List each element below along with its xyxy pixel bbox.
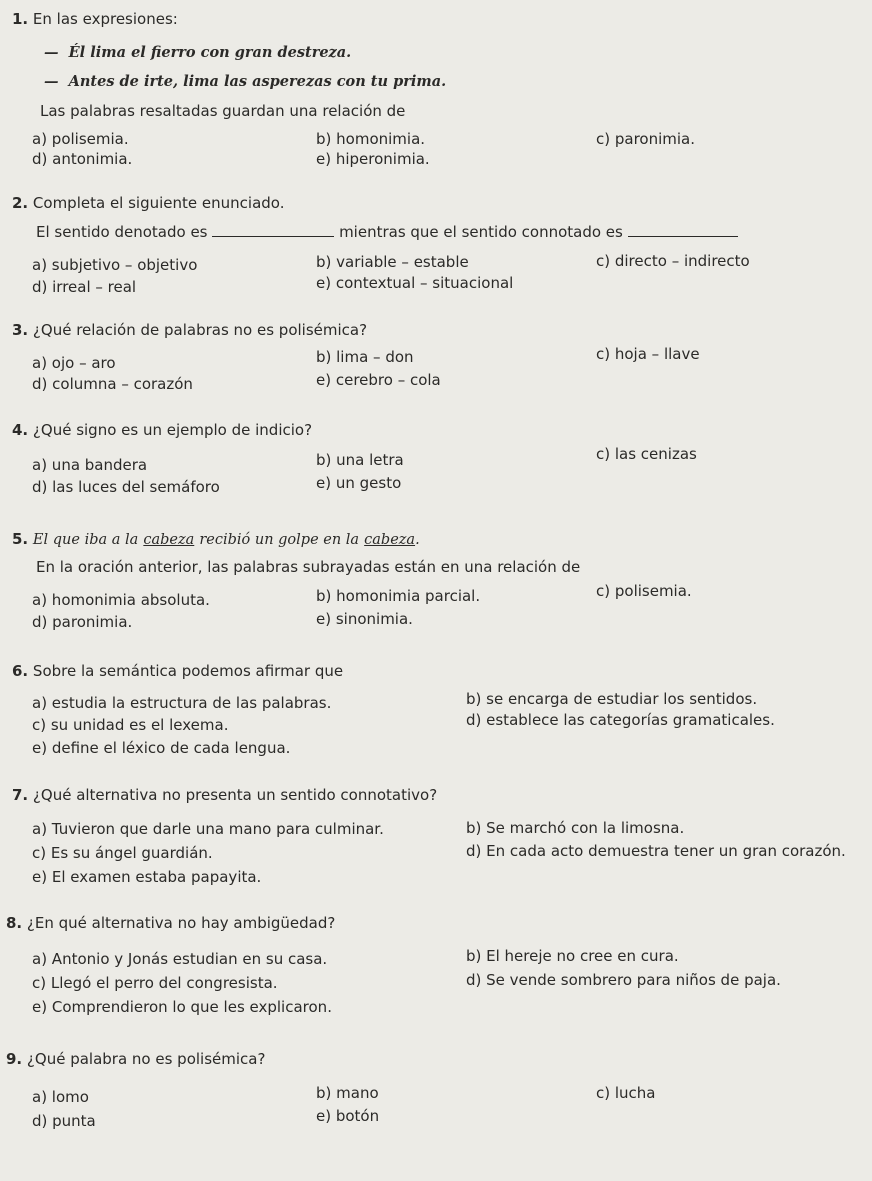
q5-option-b[interactable]: b) homonimia parcial. bbox=[316, 587, 481, 605]
question-number: 4. bbox=[12, 421, 29, 439]
q1-option-a[interactable]: a) polisemia. bbox=[32, 130, 129, 148]
question-number: 1. bbox=[12, 10, 29, 28]
q6-option-a[interactable]: a) estudia la estructura de las palabras. bbox=[32, 694, 332, 712]
answer-blank[interactable] bbox=[628, 224, 738, 237]
question-2-stem bbox=[12, 194, 284, 212]
q5-option-e[interactable]: e) sinonimia. bbox=[316, 610, 413, 628]
q3-option-a[interactable]: a) ojo – aro bbox=[32, 354, 116, 372]
question-number: 7. bbox=[12, 786, 29, 804]
highlighted-word: lima bbox=[183, 73, 219, 90]
underlined-word: cabeza bbox=[143, 532, 195, 548]
q2-option-c[interactable]: c) directo – indirecto bbox=[596, 252, 750, 270]
q4-option-a[interactable]: a) una bandera bbox=[32, 456, 148, 474]
q1-option-c[interactable]: c) paronimia. bbox=[596, 130, 696, 148]
q9-option-d[interactable]: d) punta bbox=[32, 1112, 96, 1130]
question-text: recibió un golpe en la bbox=[199, 532, 360, 548]
q7-option-a[interactable]: a) Tuvieron que darle una mano para culminar. bbox=[32, 820, 384, 838]
q1-option-b[interactable]: b) homonimia. bbox=[316, 130, 426, 148]
q1-follow-text: Las palabras resaltadas guardan una relación de bbox=[40, 102, 406, 120]
q9-option-b[interactable]: b) mano bbox=[316, 1084, 379, 1102]
q5-follow-text: En la oración anterior, las palabras subrayadas están en una relación de bbox=[36, 558, 581, 576]
q7-option-b[interactable]: b) Se marchó con la limosna. bbox=[466, 819, 685, 837]
q9-option-a[interactable]: a) lomo bbox=[32, 1088, 89, 1106]
example-text: Antes de irte, bbox=[68, 73, 179, 90]
q3-option-d[interactable]: d) columna – corazón bbox=[32, 375, 193, 393]
example-word: Él bbox=[68, 44, 86, 61]
underlined-word: cabeza bbox=[364, 532, 416, 548]
question-number: 8. bbox=[6, 914, 23, 932]
q4-option-d[interactable]: d) las luces del semáforo bbox=[32, 478, 220, 496]
q7-option-e[interactable]: e) El examen estaba papayita. bbox=[32, 868, 262, 886]
question-text: ¿Qué signo es un ejemplo de indicio? bbox=[32, 421, 313, 439]
question-number: 3. bbox=[12, 321, 29, 339]
answer-blank[interactable] bbox=[212, 224, 334, 237]
example-text: las asperezas con tu prima. bbox=[223, 73, 447, 90]
q6-option-c[interactable]: c) su unidad es el lexema. bbox=[32, 716, 229, 734]
q6-option-e[interactable]: e) define el léxico de cada lengua. bbox=[32, 739, 291, 757]
q1-option-e[interactable]: e) hiperonimia. bbox=[316, 150, 430, 168]
q4-option-b[interactable]: b) una letra bbox=[316, 451, 404, 469]
q8-option-d[interactable]: d) Se vende sombrero para niños de paja. bbox=[466, 971, 781, 989]
question-8-stem bbox=[6, 914, 335, 932]
q3-option-c[interactable]: c) hoja – llave bbox=[596, 345, 700, 363]
q2-option-b[interactable]: b) variable – estable bbox=[316, 253, 469, 271]
highlighted-word: lima bbox=[90, 44, 126, 61]
question-text: ¿Qué alternativa no presenta un sentido connotativo? bbox=[32, 786, 438, 804]
sentence-part: El sentido denotado es bbox=[36, 223, 208, 241]
q7-option-d[interactable]: d) En cada acto demuestra tener un gran corazón. bbox=[466, 842, 846, 860]
q9-option-c[interactable]: c) lucha bbox=[596, 1084, 656, 1102]
question-7-stem bbox=[12, 786, 437, 804]
q5-option-a[interactable]: a) homonimia absoluta. bbox=[32, 591, 210, 609]
q6-option-b[interactable]: b) se encarga de estudiar los sentidos. bbox=[466, 690, 758, 708]
question-text: Sobre la semántica podemos afirmar que bbox=[32, 662, 344, 680]
question-1-stem bbox=[12, 10, 178, 28]
question-text: ¿Qué palabra no es polisémica? bbox=[26, 1050, 266, 1068]
question-9-stem bbox=[6, 1050, 265, 1068]
q7-option-c[interactable]: c) Es su ángel guardián. bbox=[32, 844, 213, 862]
q2-sentence bbox=[36, 223, 738, 241]
q2-option-d[interactable]: d) irreal – real bbox=[32, 278, 137, 296]
q3-option-e[interactable]: e) cerebro – cola bbox=[316, 371, 441, 389]
question-text: Completa el siguiente enunciado. bbox=[32, 194, 285, 212]
q1-example-2 bbox=[44, 73, 446, 91]
question-number: 9. bbox=[6, 1050, 23, 1068]
q8-option-b[interactable]: b) El hereje no cree en cura. bbox=[466, 947, 679, 965]
question-number: 2. bbox=[12, 194, 29, 212]
q8-option-c[interactable]: c) Llegó el perro del congresista. bbox=[32, 974, 278, 992]
question-text: En las expresiones: bbox=[32, 10, 178, 28]
q1-option-d[interactable]: d) antonimia. bbox=[32, 150, 133, 168]
dash: — bbox=[44, 73, 59, 90]
question-number: 6. bbox=[12, 662, 29, 680]
q9-option-e[interactable]: e) botón bbox=[316, 1107, 380, 1125]
q8-option-e[interactable]: e) Comprendieron lo que les explicaron. bbox=[32, 998, 332, 1016]
dash: — bbox=[44, 44, 59, 61]
sentence-part: mientras que el sentido connotado es bbox=[339, 223, 623, 241]
question-6-stem bbox=[12, 662, 343, 680]
q1-example-1 bbox=[44, 44, 351, 62]
question-text: . bbox=[415, 532, 420, 548]
q8-option-a[interactable]: a) Antonio y Jonás estudian en su casa. bbox=[32, 950, 328, 968]
q2-option-e[interactable]: e) contextual – situacional bbox=[316, 274, 514, 292]
q4-option-e[interactable]: e) un gesto bbox=[316, 474, 402, 492]
question-5-stem bbox=[12, 530, 420, 549]
q3-option-b[interactable]: b) lima – don bbox=[316, 348, 414, 366]
q2-option-a[interactable]: a) subjetivo – objetivo bbox=[32, 256, 198, 274]
question-number: 5. bbox=[12, 530, 29, 548]
q5-option-c[interactable]: c) polisemia. bbox=[596, 582, 692, 600]
question-text: ¿Qué relación de palabras no es polisémica? bbox=[32, 321, 368, 339]
example-text: el fierro con gran destreza. bbox=[131, 44, 352, 61]
question-text: ¿En qué alternativa no hay ambigüedad? bbox=[26, 914, 336, 932]
question-text: El que iba a la bbox=[32, 532, 139, 548]
q5-option-d[interactable]: d) paronimia. bbox=[32, 613, 133, 631]
q4-option-c[interactable]: c) las cenizas bbox=[596, 445, 697, 463]
question-3-stem bbox=[12, 321, 367, 339]
q6-option-d[interactable]: d) establece las categorías gramaticales. bbox=[466, 711, 775, 729]
question-4-stem bbox=[12, 421, 312, 439]
